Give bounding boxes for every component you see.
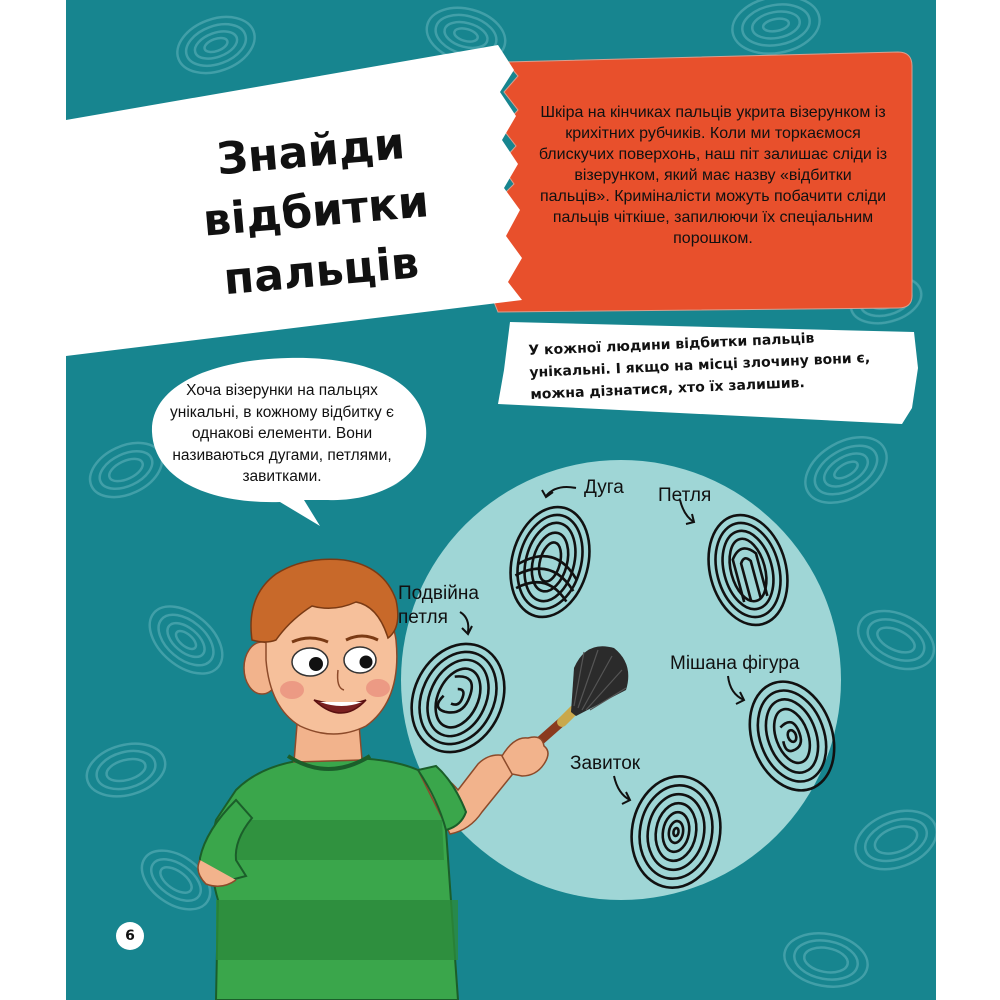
title-line-2: відбитки — [201, 176, 431, 247]
unique-note: У кожної людини відбитки пальців унікальні. І якщо на місці злочину вони є, можна дізнатися, хто їх залишив. — [528, 330, 871, 403]
info-text: Шкіра на кінчиках пальців укрита візерунком із крихітних рубчиків. Коли ми торкаємося блискучих поверхонь, наш піт залишає сліди із візерунком, який має назву «відбитки пальців». Криміналісти можуть побачити сліди пальців чіткіше, запилюючи їх спеціальним порошком. — [538, 104, 888, 247]
book-page — [66, 0, 936, 1000]
label-arch: Дуга — [584, 477, 624, 498]
title-line-1: Знайди — [214, 118, 407, 186]
label-loop: Петля — [658, 485, 712, 506]
label-double-loop-line1: Подвійна — [398, 583, 479, 604]
speech-bubble: Хоча візерунки на пальцях унікальні, в кожному відбитку є однакові елементи. Вони називаються дугами, петлями, завитками. — [170, 382, 394, 485]
label-double-loop-line2: петля — [398, 607, 448, 628]
boy-illustration — [66, 0, 936, 1000]
title-line-3: пальців — [221, 237, 421, 306]
label-mixed: Мішана фігура — [670, 653, 800, 674]
page-number: 6 — [116, 922, 144, 950]
label-whorl: Завиток — [570, 753, 641, 774]
